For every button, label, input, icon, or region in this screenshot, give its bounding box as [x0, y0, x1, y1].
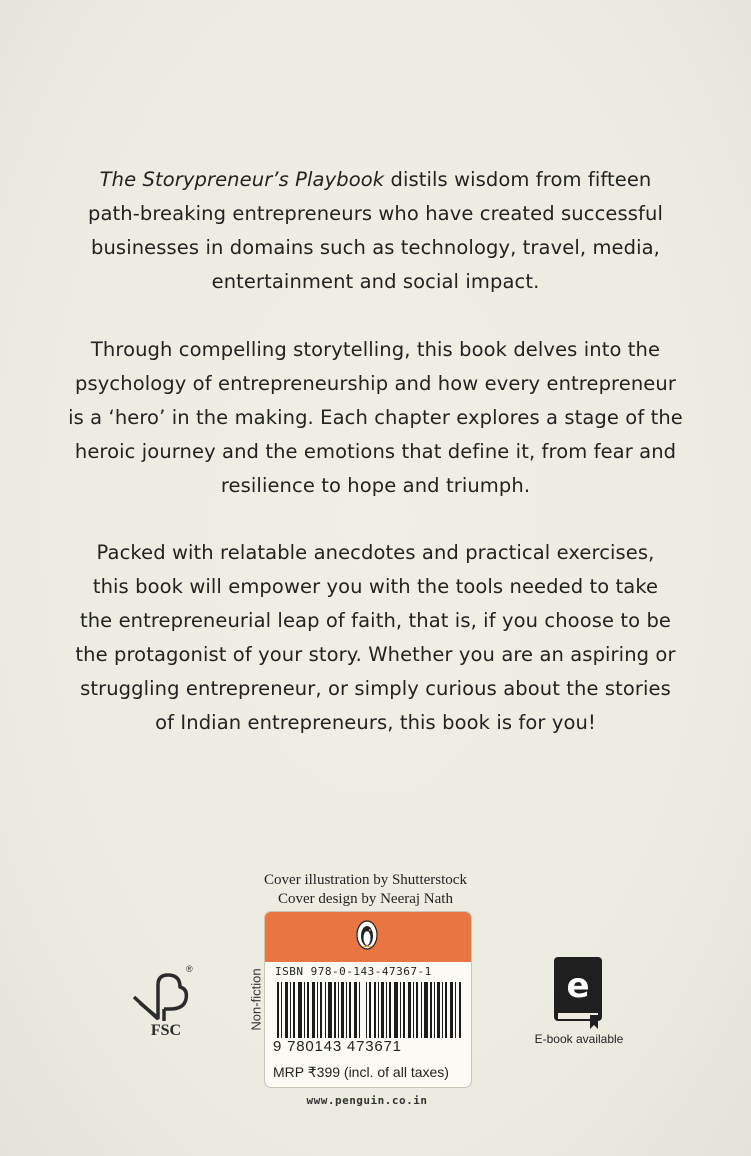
blurb-line-text: distils wisdom from fifteen	[384, 168, 652, 191]
blurb-line: this book will empower you with the tools needed to take	[92, 575, 659, 598]
category-text: Non-fiction	[248, 968, 264, 1031]
blurb-line: struggling entrepreneur, or simply curious about the stories	[80, 677, 671, 700]
ebook-icon	[550, 955, 606, 1030]
publisher-website: www.penguin.co.in	[306, 1094, 428, 1107]
blurb-line: heroic journey and the emotions that define it, from fear and	[74, 440, 677, 463]
category-label	[246, 962, 262, 1042]
blurb-paragraph-3	[60, 536, 691, 740]
blurb-paragraph-2	[60, 333, 691, 503]
book-title: The Storypreneur’s Playbook	[99, 168, 385, 191]
barcode-panel	[264, 911, 472, 1088]
blurb-line	[60, 163, 691, 197]
blurb-line: resilience to hope and triumph.	[220, 474, 531, 497]
blurb-line: Through compelling storytelling, this book delves into the	[90, 338, 661, 361]
blurb-line: the entrepreneurial leap of faith, that is, if you choose to be	[79, 609, 672, 632]
fsc-label: FSC	[150, 1022, 182, 1039]
penguin-logo-icon	[356, 920, 378, 950]
blurb-line: the protagonist of your story. Whether you are an aspiring or	[75, 643, 676, 666]
illustration-credit: Cover illustration by Shutterstock	[264, 872, 467, 888]
blurb-line: is a ‘hero’ in the making. Each chapter explores a stage of the	[68, 406, 683, 429]
design-credit: Cover design by Neeraj Nath	[278, 891, 453, 907]
barcode-digits: 9 780143 473671	[269, 1038, 471, 1055]
price-label: MRP ₹399 (incl. of all taxes)	[273, 1064, 449, 1080]
blurb-line: of Indian entrepreneurs, this book is for you!	[155, 711, 596, 734]
cover-credits	[248, 871, 483, 909]
blurb-paragraph-1	[60, 163, 691, 299]
blurb-line: psychology of entrepreneurship and how every entrepreneur	[75, 372, 676, 395]
ebook-letter: e	[566, 966, 590, 1006]
blurb-line: Packed with relatable anecdotes and practical exercises,	[96, 541, 655, 564]
registered-mark: ®	[186, 964, 193, 974]
isbn-number: ISBN 978-0-143-47367-1	[275, 965, 432, 978]
blurb-line: path-breaking entrepreneurs who have created successful	[88, 202, 663, 225]
blurb-line: businesses in domains such as technology, travel, media,	[91, 236, 660, 259]
blurb-line: entertainment and social impact.	[211, 270, 540, 293]
ebook-label: E-book available	[534, 1032, 624, 1046]
